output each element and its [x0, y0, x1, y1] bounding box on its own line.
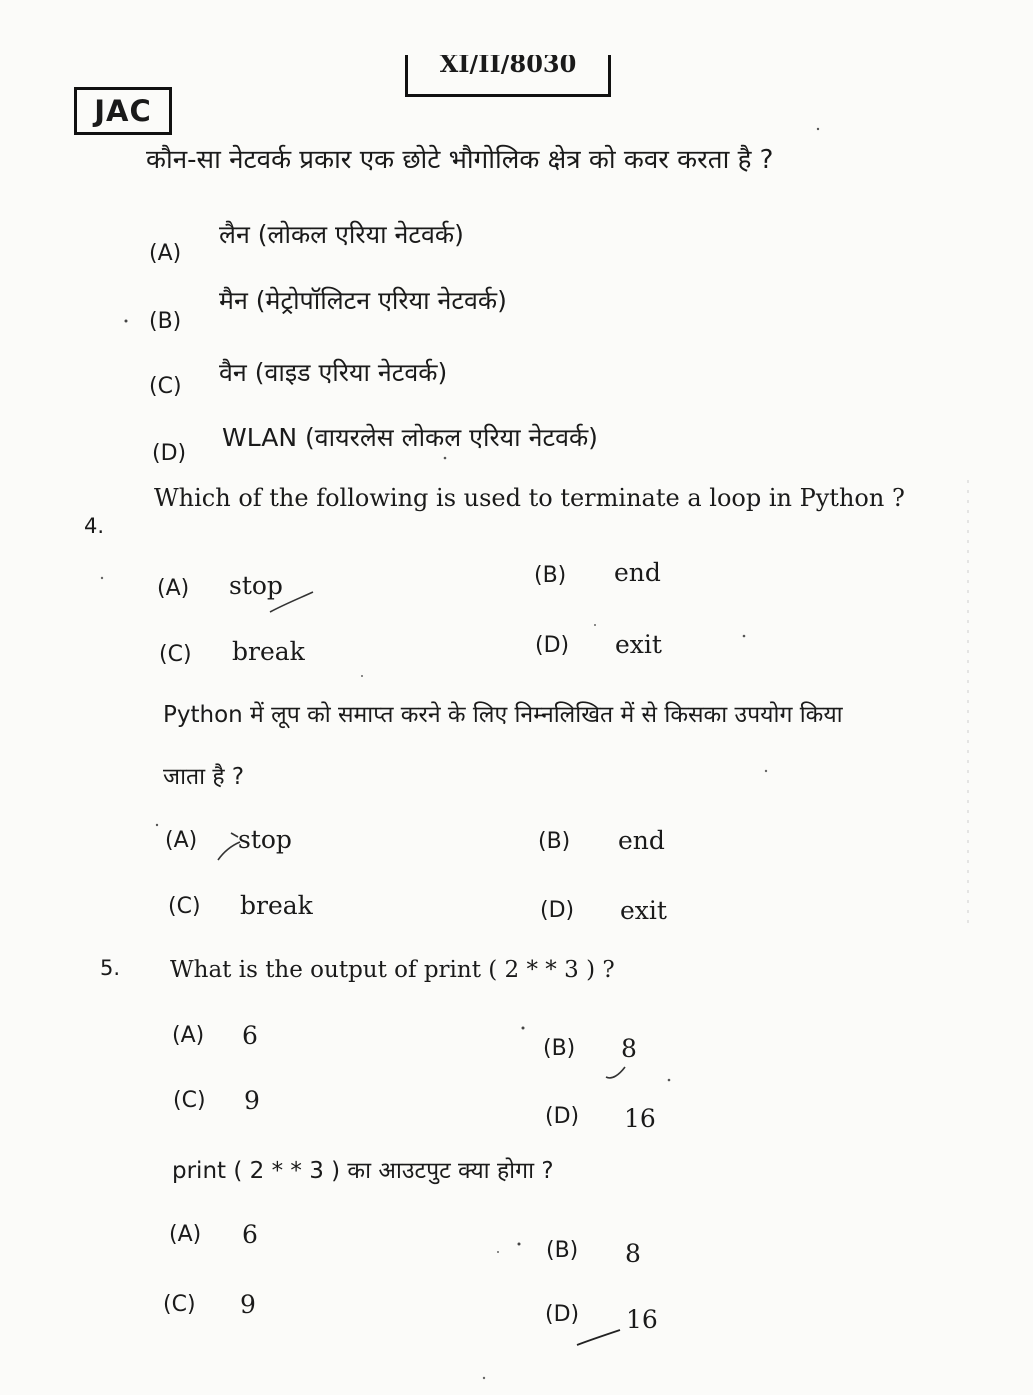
q4-option-b-text: end	[614, 558, 661, 587]
q5-option-a-label: (A)	[172, 1023, 205, 1048]
q4-hindi-option-d-text: exit	[620, 896, 667, 925]
q4-option-a-text: stop	[229, 571, 283, 600]
q5-hindi-option-b-label: (B)	[546, 1238, 579, 1263]
q5-hindi-text: print ( 2 * * 3 ) का आउटपुट क्या होगा ?	[172, 1158, 554, 1184]
q4-hindi-option-a-label: (A)	[165, 828, 198, 853]
q5-hindi-option-b-text: 8	[625, 1239, 641, 1268]
q4-option-c-label: (C)	[159, 642, 192, 667]
q4-hindi-line1: Python में लूप को समाप्त करने के लिए निम्नलिखित में से किसका उपयोग किया	[163, 702, 843, 728]
q5-option-d-label: (D)	[545, 1104, 580, 1129]
q4-number: 4.	[84, 514, 105, 538]
q5-option-d-text: 16	[624, 1104, 656, 1133]
brand-label: JAC	[94, 94, 152, 128]
q5-option-b-text: 8	[621, 1034, 637, 1063]
q3-option-b-text: मैन (मेट्रोपॉलिटन एरिया नेटवर्क)	[219, 286, 507, 315]
q3-option-d-text: WLAN (वायरलेस लोकल एरिया नेटवर्क)	[222, 423, 598, 452]
q4-hindi-option-c-text: break	[240, 891, 313, 920]
q4-hindi-option-b-text: end	[618, 826, 665, 855]
q4-hindi-option-a-text: stop	[238, 825, 292, 854]
q4-option-b-label: (B)	[534, 563, 567, 588]
q3-option-c-text: वैन (वाइड एरिया नेटवर्क)	[219, 358, 448, 387]
underline-mark-q5-sixteen	[577, 1330, 620, 1345]
paper-code: XI/II/8030	[405, 55, 611, 97]
q4-option-a-label: (A)	[157, 576, 190, 601]
q3-option-b-label: (B)	[149, 309, 182, 334]
q4-option-d-text: exit	[615, 630, 662, 659]
q4-hindi-option-c-label: (C)	[168, 894, 201, 919]
q3-option-d-label: (D)	[152, 441, 187, 466]
tick-mark-q4-hindi-stop	[218, 833, 240, 860]
q5-hindi-option-d-label: (D)	[545, 1302, 580, 1327]
q5-hindi-option-c-text: 9	[240, 1290, 256, 1319]
q4-hindi-option-b-label: (B)	[538, 829, 571, 854]
q4-question-text: Which of the following is used to terminate a loop in Python ?	[154, 484, 905, 512]
q5-option-b-label: (B)	[543, 1036, 576, 1061]
q3-hindi-text: कौन-सा नेटवर्क प्रकार एक छोटे भौगोलिक क्षेत्र को कवर करता है ?	[146, 145, 774, 175]
q5-hindi-option-c-label: (C)	[163, 1292, 196, 1317]
q5-option-c-label: (C)	[173, 1088, 206, 1113]
tick-mark-q4-stop	[270, 592, 313, 612]
q4-hindi-line2: जाता है ?	[163, 764, 245, 790]
q5-option-a-text: 6	[242, 1021, 258, 1050]
q5-hindi-option-a-label: (A)	[169, 1222, 202, 1247]
q5-hindi-option-d-text: 16	[626, 1305, 658, 1334]
q5-number: 5.	[100, 956, 121, 980]
q4-hindi-option-d-label: (D)	[540, 898, 575, 923]
q5-option-c-text: 9	[244, 1086, 260, 1115]
tick-mark-q5-eight	[606, 1067, 625, 1078]
q5-hindi-option-a-text: 6	[242, 1220, 258, 1249]
q3-option-c-label: (C)	[149, 374, 182, 399]
q4-option-c-text: break	[232, 637, 305, 666]
q3-option-a-label: (A)	[149, 241, 182, 266]
q5-question-text: What is the output of print ( 2 * * 3 ) ?	[170, 957, 615, 983]
q3-option-a-text: लैन (लोकल एरिया नेटवर्क)	[219, 220, 464, 249]
q4-option-d-label: (D)	[535, 633, 570, 658]
